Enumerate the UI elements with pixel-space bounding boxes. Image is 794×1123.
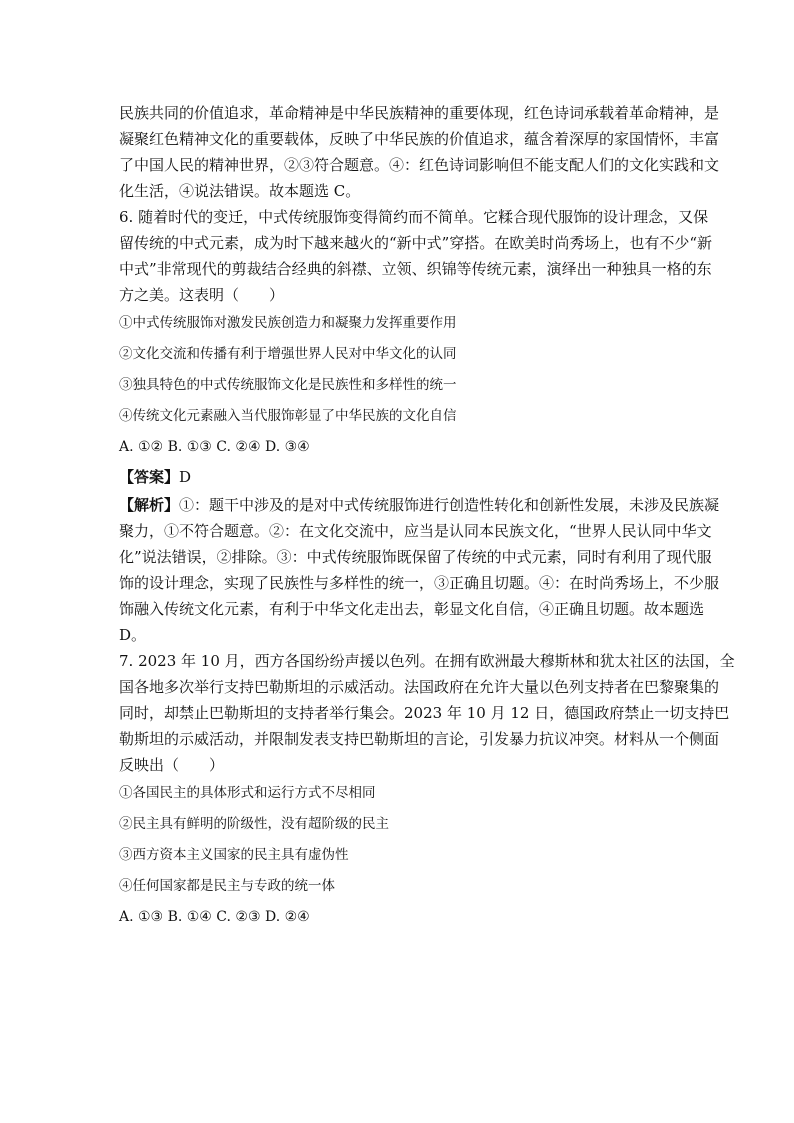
answer-label: 【答案】 xyxy=(119,468,180,486)
question-stem-line: 中式”非常现代的剪裁结合经典的斜襟、立领、织锦等传统元素，演绎出一种独具一格的东 xyxy=(119,260,712,278)
question-stem-line: 方之美。这表明（ ） xyxy=(119,286,285,304)
question-option: ④任何国家都是民主与专政的统一体 xyxy=(119,878,335,894)
question-stem-line: 同时，却禁止巴勒斯坦的支持者举行集会。2023 年 10 月 12 日，德国政府禁止一切支持巴 xyxy=(119,704,730,722)
text-line: 化生活，④说法错误。故本题选 C。 xyxy=(119,182,361,200)
answer-value: D xyxy=(179,468,192,486)
text-line: 了中国人民的精神世界，②③符合题意。④：红色诗词影响但不能支配人们的文化实践和文 xyxy=(119,156,720,174)
question-stem-line: 6. 随着时代的变迁，中式传统服饰变得简约而不简单。它糅合现代服饰的设计理念，又保 xyxy=(119,208,709,226)
question-stem-line: 7. 2023 年 10 月，西方各国纷纷声援以色列。在拥有欧洲最大穆斯林和犹太社区的法国，全 xyxy=(119,652,735,670)
question-7 xyxy=(119,648,735,932)
question-option: ④传统文化元素融入当代服饰彰显了中华民族的文化自信 xyxy=(119,408,457,424)
question-option: ②民主具有鲜明的阶级性，没有超阶级的民主 xyxy=(119,816,389,832)
analysis-label: 【解析】 xyxy=(119,496,180,514)
question-stem-line: 国各地多次举行支持巴勒斯坦的示威活动。法国政府在允许大量以色列支持者在巴黎聚集的 xyxy=(119,678,720,696)
page-content xyxy=(119,100,735,932)
question-6 xyxy=(119,204,720,648)
analysis-line: 饰的设计理念，实现了民族性与多样性的统一，③正确且切题。④：在时尚秀场上，不少服 xyxy=(119,574,720,592)
question-option: ②文化交流和传播有利于增强世界人民对中华文化的认同 xyxy=(119,346,457,362)
question-option: ③西方资本主义国家的民主具有虚伪性 xyxy=(119,847,349,863)
question-option: ③独具特色的中式传统服饰文化是民族性和多样性的统一 xyxy=(119,377,457,393)
analysis-line xyxy=(119,492,720,518)
question-stem-line: 勒斯坦的示威活动，并限制发表支持巴勒斯坦的言论，引发暴力抗议冲突。材料从一个侧面 xyxy=(119,730,720,748)
question-stem-line: 反映出（ ） xyxy=(119,756,225,774)
answer-line xyxy=(119,462,679,492)
analysis-line: 饰融入传统文化元素，有利于中华文化走出去，彰显文化自信，④正确且切题。故本题选 xyxy=(119,600,705,618)
question-stem-line: 留传统的中式元素，成为时下越来越火的“新中式”穿搭。在欧美时尚秀场上，也有不少“新 xyxy=(119,234,713,252)
answer-choices: A. ①③ B. ①④ C. ②③ D. ②④ xyxy=(119,909,310,925)
question-option: ①中式传统服饰对激发民族创造力和凝聚力发挥重要作用 xyxy=(119,315,457,331)
analysis-line: 聚力，①不符合题意。②：在文化交流中，应当是认同本民族文化，“世界人民认同中华文 xyxy=(119,522,712,540)
previous-analysis-continuation xyxy=(119,100,720,204)
text-line: 民族共同的价值追求，革命精神是中华民族精神的重要体现，红色诗词承载着革命精神，是 xyxy=(119,104,720,122)
question-option: ①各国民主的具体形式和运行方式不尽相同 xyxy=(119,785,376,801)
answer-choices: A. ①② B. ①③ C. ②④ D. ③④ xyxy=(119,439,310,455)
analysis-line: 化”说法错误，②排除。③：中式传统服饰既保留了传统的中式元素，同时有利用了现代服 xyxy=(119,548,712,566)
analysis-text: ①：题干中涉及的是对中式传统服饰进行创造性转化和创新性发展，未涉及民族凝 xyxy=(179,496,720,514)
analysis-line: D。 xyxy=(119,626,147,644)
text-line: 凝聚红色精神文化的重要载体，反映了中华民族的价值追求，蕴含着深厚的家国情怀，丰富 xyxy=(119,130,720,148)
